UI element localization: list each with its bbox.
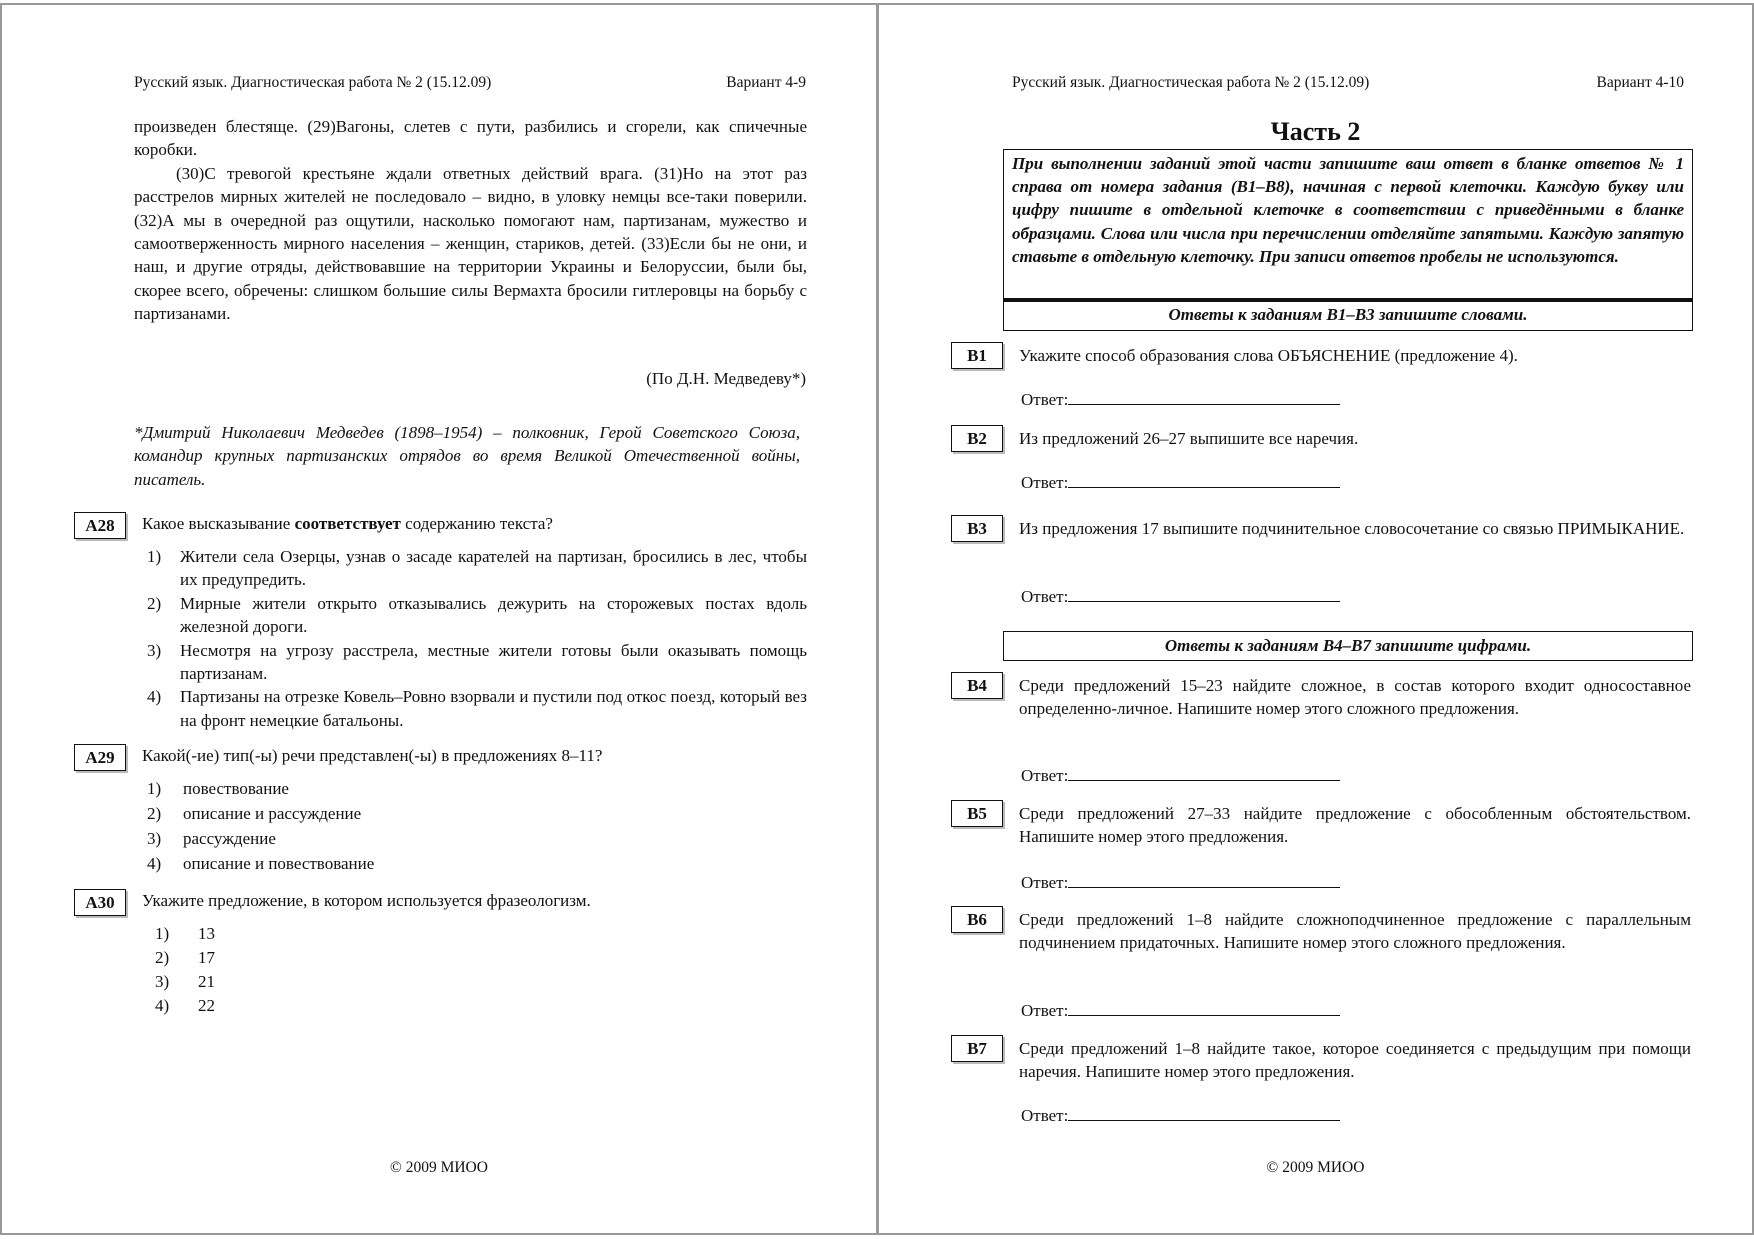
option	[155, 994, 215, 1017]
option-number: 2)	[147, 593, 162, 613]
option	[147, 777, 289, 800]
task-text-b3: Из предложения 17 выпишите подчинительное словосочетание со связью ПРИМЫКАНИЕ.	[1019, 519, 1685, 538]
answer-field-b4[interactable]	[1021, 765, 1340, 786]
option-text: Жители села Озерцы, узнав о засаде карателей на партизан, бросились в лес, чтобы их предупредить.	[180, 547, 807, 590]
option-number: 3)	[147, 829, 162, 848]
task-text-b7: Среди предложений 1–8 найдите такое, которое соединяется с предыдущим при помощи наречия. Напишите номер этого предложения.	[1019, 1039, 1691, 1082]
answer-line[interactable]	[1068, 872, 1340, 888]
question-emphasis: соответствует	[294, 514, 401, 533]
option	[147, 802, 361, 825]
task-label-b6: B6	[951, 906, 1003, 933]
answer-label: Ответ:	[1021, 1106, 1069, 1125]
answer-label: Ответ:	[1021, 587, 1069, 606]
option-number: 1)	[147, 779, 162, 798]
footnote: *Дмитрий Николаевич Медведев (1898–1954) – полковник, Герой Советского Союза, командир крупных партизанских отрядов во время Великой Отечественной войны, писатель.	[134, 423, 800, 489]
answer-line[interactable]	[1068, 472, 1340, 488]
right-page	[877, 3, 1754, 1235]
answer-line[interactable]	[1068, 586, 1340, 602]
option-text: 22	[198, 996, 215, 1015]
option-text: 17	[198, 948, 215, 967]
option-number: 4)	[147, 854, 162, 873]
instructions-text: При выполнении заданий этой части запишите ваш ответ в бланке ответов № 1 справа от номера задания (B1–B8), начиная с первой клеточки. Каждую букву или цифру пишите в отдельной клеточке в соответствии с приведёнными в бланке образцами. Слова или числа при перечислении отделяйте запятыми. Каждую запятую ставьте в отдельную клеточку. При записи ответов пробелы не используются.	[1012, 154, 1684, 266]
task-label-b3: B3	[951, 515, 1003, 542]
option-text: Мирные жители открыто отказывались дежурить на сторожевых постах вдоль железной дороги.	[180, 593, 807, 637]
option	[147, 639, 807, 686]
task-text-b5: Среди предложений 27–33 найдите предложение с обособленным обстоятельством. Напишите номер этого предложения.	[1019, 804, 1691, 847]
attribution: (По Д.Н. Медведеву*)	[646, 369, 806, 388]
question-text: Какое высказывание	[142, 514, 295, 533]
answer-label: Ответ:	[1021, 766, 1069, 785]
answer-line[interactable]	[1068, 765, 1340, 781]
option-text: описание и повествование	[183, 854, 375, 873]
task-label-a29: A29	[74, 744, 126, 771]
answer-label: Ответ:	[1021, 390, 1069, 409]
text-passage	[134, 115, 807, 326]
section-title: Ответы к заданиям B4–B7 запишите цифрами.	[1164, 636, 1532, 655]
header-title: Русский язык. Диагностическая работа № 2 (15.12.09)	[134, 74, 492, 91]
options-a28	[147, 545, 807, 732]
option	[147, 852, 374, 875]
section-title: Ответы к заданиям B1–B3 запишите словами.	[1168, 305, 1528, 324]
option	[147, 592, 807, 639]
answer-field-b6[interactable]	[1021, 1000, 1340, 1021]
task-label-b7: B7	[951, 1035, 1003, 1062]
paragraph: (30)С тревогой крестьяне ждали ответных действий врага. (31)Но на этот раз расстрелов мирных жителей не последовало – видно, в уловку немцы все-таки поверили. (32)А мы в очередной раз ощутили, насколько помогают нам, партизанам, мужество и самоотверженность мирного населения – женщин, стариков, детей. (33)Если бы не они, и наш, и другие отряды, действовавшие на территории Украины и Белоруссии, были бы, скорее всего, обречены: слишком большие силы Вермахта бросили гитлеровцы на борьбу с партизанами.	[134, 163, 807, 324]
paragraph: произведен блестяще. (29)Вагоны, слетев с пути, разбились и сгорели, как спичечные коробки.	[134, 117, 807, 160]
copyright: © 2009 МИОО	[390, 1159, 488, 1176]
option-number: 2)	[155, 948, 170, 967]
answer-field-b7[interactable]	[1021, 1105, 1340, 1126]
task-label-b4: B4	[951, 672, 1003, 699]
option-number: 3)	[147, 640, 162, 660]
option-text: повествование	[183, 779, 289, 798]
option-text: описание и рассуждение	[183, 804, 362, 823]
option	[147, 545, 807, 592]
question-a29: Какой(-ие) тип(-ы) речи представлен(-ы) в предложениях 8–11?	[142, 746, 603, 765]
task-text-b1: Укажите способ образования слова ОБЪЯСНЕНИЕ (предложение 4).	[1019, 346, 1518, 365]
answer-field-b5[interactable]	[1021, 872, 1340, 893]
part-title: Часть 2	[1270, 117, 1361, 146]
option	[147, 827, 276, 850]
header-variant: Вариант 4-10	[1596, 74, 1684, 91]
task-text-b4: Среди предложений 15–23 найдите сложное, в состав которого входит односоставное определенно-личное. Напишите номер этого сложного предложения.	[1019, 676, 1691, 719]
option-number: 1)	[147, 547, 162, 566]
task-label-a30: A30	[74, 889, 126, 916]
copyright: © 2009 МИОО	[1266, 1159, 1365, 1176]
answer-label: Ответ:	[1021, 473, 1069, 492]
task-text-b6: Среди предложений 1–8 найдите сложноподчиненное предложение с параллельным подчинением придаточных. Напишите номер этого сложного предложения.	[1019, 910, 1691, 953]
section-box-b4-b7	[1003, 631, 1693, 661]
question-a30: Укажите предложение, в котором используется фразеологизм.	[142, 891, 591, 910]
left-page	[0, 3, 878, 1235]
answer-line[interactable]	[1068, 1105, 1340, 1121]
header-variant: Вариант 4-9	[726, 74, 806, 91]
option-number: 4)	[147, 687, 162, 707]
option	[155, 970, 215, 993]
option-text: Несмотря на угрозу расстрела, местные жители готовы были оказывать помощь партизанам.	[180, 640, 807, 684]
option-number: 1)	[155, 924, 170, 943]
option	[155, 922, 215, 945]
task-label-b2: B2	[951, 425, 1003, 452]
instructions-box	[1003, 149, 1693, 299]
question-text: содержанию текста?	[400, 514, 553, 533]
option	[147, 685, 807, 732]
answer-field-b3[interactable]	[1021, 586, 1340, 607]
option-text: 13	[198, 924, 215, 943]
answer-label: Ответ:	[1021, 1001, 1069, 1020]
option-number: 3)	[155, 972, 170, 991]
question-a28	[142, 514, 553, 534]
option-text: 21	[198, 972, 215, 991]
option-number: 4)	[155, 996, 170, 1015]
option-text: Партизаны на отрезке Ковель–Ровно взорвали и пустили под откос поезд, который вез на фронт немецкие батальоны.	[180, 687, 807, 730]
option-number: 2)	[147, 804, 162, 823]
answer-line[interactable]	[1068, 389, 1340, 405]
header-title: Русский язык. Диагностическая работа № 2 (15.12.09)	[1012, 74, 1370, 91]
option-text: рассуждение	[183, 829, 276, 848]
answer-field-b1[interactable]	[1021, 389, 1340, 410]
answer-field-b2[interactable]	[1021, 472, 1340, 493]
answer-line[interactable]	[1068, 1000, 1340, 1016]
task-label-b5: B5	[951, 800, 1003, 827]
task-label-a28: A28	[74, 512, 126, 539]
task-text-b2: Из предложений 26–27 выпишите все наречия.	[1019, 429, 1359, 448]
option	[155, 946, 215, 969]
answer-label: Ответ:	[1021, 873, 1069, 892]
task-label-b1: B1	[951, 342, 1003, 369]
section-box-b1-b3	[1003, 299, 1693, 331]
